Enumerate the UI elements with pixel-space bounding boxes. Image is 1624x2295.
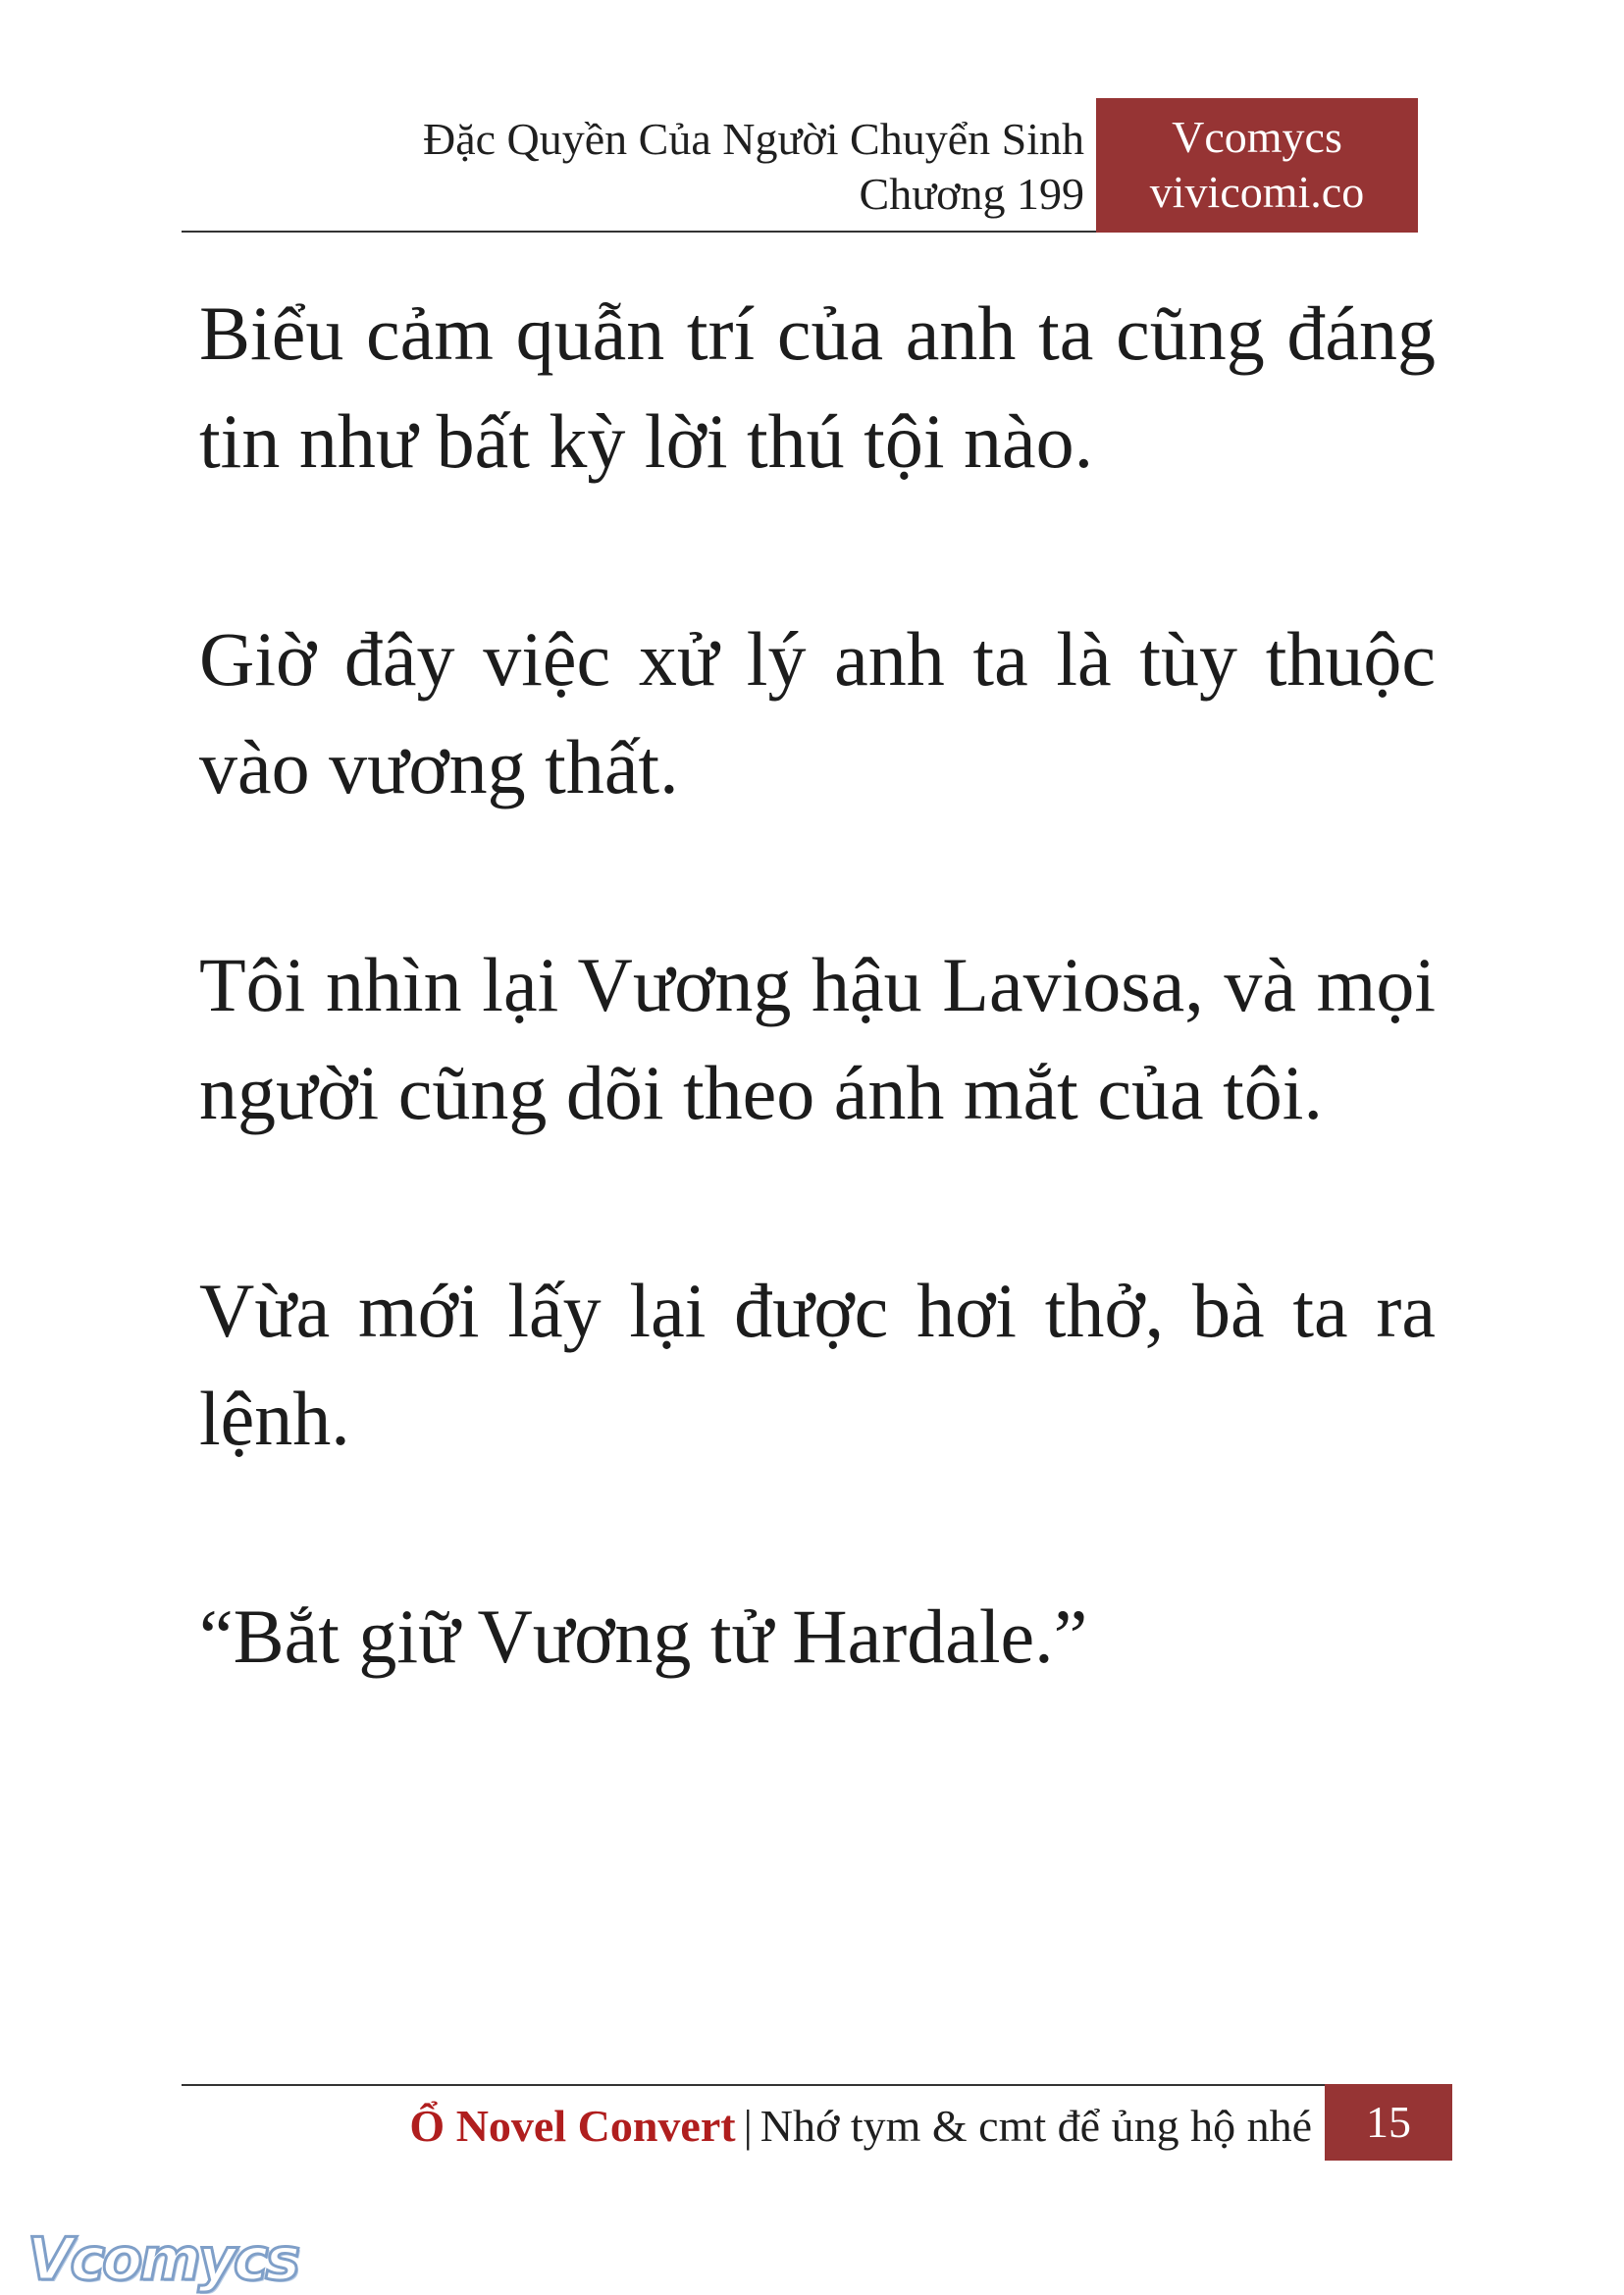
- header-titles: [423, 112, 1084, 222]
- paragraph: Biểu cảm quẫn trí của anh ta cũng đáng tin như bất kỳ lời thú tội nào.: [199, 290, 1436, 484]
- footer-brand: Ổ Novel Convert: [409, 2101, 736, 2151]
- page-header: [182, 98, 1418, 232]
- header-divider: [182, 231, 1096, 233]
- novel-title: Đặc Quyền Của Người Chuyển Sinh: [422, 114, 1084, 164]
- brand-box: [1096, 98, 1418, 233]
- footer-divider: [182, 2084, 1325, 2086]
- watermark-logo: Vcomycs: [27, 2225, 298, 2294]
- brand-name: Vcomycs: [1172, 112, 1342, 162]
- footer-separator: |: [743, 2101, 753, 2151]
- page-footer: [409, 2092, 1312, 2161]
- brand-site: vivicomi.co: [1149, 167, 1365, 217]
- paragraph: Vừa mới lấy lại được hơi thở, bà ta ra lệnh.: [199, 1268, 1436, 1461]
- page-number: 15: [1325, 2084, 1452, 2161]
- paragraph: Giờ đây việc xử lý anh ta là tùy thuộc vào vương thất.: [199, 616, 1436, 809]
- paragraph: “Bắt giữ Vương tử Hardale.”: [199, 1593, 1088, 1679]
- paragraph: Tôi nhìn lại Vương hậu Laviosa, và mọi người cũng dõi theo ánh mắt của tôi.: [199, 942, 1436, 1135]
- footer-message: Nhớ tym & cmt để ủng hộ nhé: [760, 2101, 1312, 2151]
- chapter-label: Chương 199: [859, 169, 1084, 219]
- chapter-body: [199, 280, 1436, 1800]
